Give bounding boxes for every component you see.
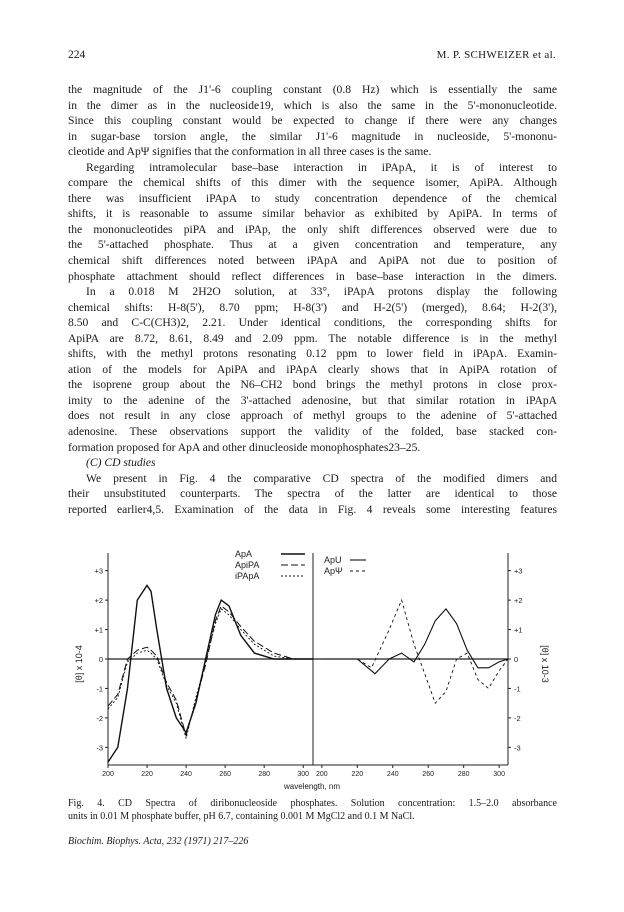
x-axis-label: wavelength, nm bbox=[283, 782, 341, 791]
body-line: compare the chemical shifts of this dimer with the sequence isomer, ApiPA. Although bbox=[68, 176, 557, 190]
y-tick-label: +2 bbox=[514, 596, 523, 606]
x-tick-label: 280 bbox=[457, 771, 470, 778]
body-line: adenosine. These observations support the validity of the folded, base stacked con- bbox=[68, 425, 557, 439]
body-line: ApiPA are 8.72, 8.61, 8.49 and 2.09 ppm. The notable difference is in the methyl bbox=[68, 331, 557, 345]
y-tick-label: -1 bbox=[514, 684, 521, 694]
body-line: chemical shifts: H-8(5'), 8.70 ppm; H-8(3') and H-2(5') (merged), 8.64; H-2(3'), bbox=[68, 300, 557, 314]
legend-left-apa: ApA bbox=[235, 549, 253, 559]
running-head: M. P. SCHWEIZER et al. bbox=[436, 49, 556, 61]
caption-line: Fig. 4. CD Spectra of diribonucleoside phosphates. Solution concentration: 1.5–2.0 absorbance bbox=[68, 798, 557, 809]
y-tick-label: -1 bbox=[96, 684, 103, 694]
y-tick-label: +1 bbox=[514, 625, 523, 635]
caption-line: units in 0.01 M phosphate buffer, pH 6.7, containing 0.001 M MgCl2 and 0.1 M NaCl. bbox=[68, 811, 415, 822]
body-line: the 5'-attached phosphate. Thus at a given concentration and temperature, any bbox=[68, 238, 557, 252]
series-apipa-line bbox=[108, 606, 313, 736]
body-line: cleotide and ApΨ signifies that the conformation in all three cases is the same. bbox=[68, 145, 432, 159]
body-line: reported earlier4,5. Examination of the data in Fig. 4 reveals some interesting features bbox=[68, 502, 557, 516]
y-tick-label: +3 bbox=[94, 566, 103, 576]
x-tick-label: 200 bbox=[316, 771, 328, 778]
body-line: in the dimer as in the nucleoside19, which is also the same in the 5'-mononucleotide. bbox=[68, 98, 557, 112]
body-line: chemical shift differences noted between iPApA and ApiPA not due to position of bbox=[68, 254, 557, 268]
y-tick-label: +2 bbox=[94, 596, 103, 606]
section-heading: (C) CD studies bbox=[86, 456, 156, 470]
y-tick-label: 0 bbox=[98, 655, 103, 664]
body-line: the mononucleotides piPA and iPAp, the only shift differences observed were due to bbox=[68, 222, 557, 236]
body-line: In a 0.018 M 2H2O solution, at 33°, iPApA protons display the following bbox=[86, 285, 557, 299]
x-tick-label: 240 bbox=[180, 771, 192, 778]
x-tick-label: 280 bbox=[258, 771, 271, 778]
x-tick-label: 220 bbox=[351, 771, 364, 778]
series-apu-line bbox=[322, 609, 508, 674]
journal-footer: Biochim. Biophys. Acta, 232 (1971) 217–226 bbox=[68, 836, 249, 847]
x-tick-label: 300 bbox=[493, 771, 505, 778]
figure-4 bbox=[68, 543, 557, 793]
y-tick-label: -2 bbox=[514, 713, 521, 723]
body-line: phosphate attachment should reflect differences in base–base interaction in the dimers. bbox=[68, 269, 557, 283]
x-tick-label: 240 bbox=[386, 771, 399, 778]
body-line: Since this coupling constant would be expected to change if there were any changes bbox=[68, 114, 557, 128]
body-line: ation of the models for ApiPA and iPApA clearly shows that in ApiPA rotation of bbox=[68, 362, 557, 376]
y-tick-label: -3 bbox=[96, 743, 103, 753]
body-line: their unsubstituted counterparts. The spectra of the latter are identical to those bbox=[68, 487, 557, 501]
y-tick-label: -2 bbox=[96, 713, 103, 723]
body-line: formation proposed for ApA and other dinucleoside monophosphates23–25. bbox=[68, 440, 421, 454]
x-tick-label: 260 bbox=[422, 771, 435, 778]
body-line: shifts, it is reasonable to assume similar behavior as exhibited by ApiPA. In terms of bbox=[68, 207, 557, 221]
body-line: imity to the adenine of the 3'-attached adenosine, but that similar rotation in iPApA bbox=[68, 393, 557, 407]
right-axis-label: [θ] x 10-3 bbox=[540, 645, 550, 683]
x-tick-label: 220 bbox=[141, 771, 153, 778]
legend-left-ipapa: iPApA bbox=[235, 571, 260, 581]
y-tick-label: +1 bbox=[94, 625, 103, 635]
page-number: 224 bbox=[68, 49, 86, 61]
x-tick-label: 260 bbox=[219, 771, 231, 778]
body-line: in sugar-base torsion angle, the similar J1'-6 magnitude in nucleoside, 5'-mononu- bbox=[68, 129, 557, 143]
body-line: We present in Fig. 4 the comparative CD spectra of the modified dimers and bbox=[86, 471, 557, 485]
body-line: does not result in any close approach of methyl groups to the adenine of 5'-attached bbox=[68, 409, 557, 423]
cd-spectra-chart bbox=[68, 543, 557, 793]
legend-left-apipa: ApiPA bbox=[235, 560, 260, 570]
page-header bbox=[68, 49, 556, 65]
series-ap-line bbox=[322, 600, 508, 703]
legend-right-appsi: ApΨ bbox=[324, 566, 343, 576]
y-tick-label: +3 bbox=[514, 566, 523, 576]
body-line: Regarding intramolecular base–base interaction in iPApA, it is of interest to bbox=[86, 160, 557, 174]
body-line: the isoprene group about the N6–CH2 bond brings the methyl protons in close prox- bbox=[68, 378, 557, 392]
body-line: 8.50 and C-C(CH3)2, 2.21. Under identical conditions, the corresponding shifts for bbox=[68, 316, 557, 330]
series-apa-line bbox=[108, 585, 313, 762]
body-line: the magnitude of the J1'-6 coupling constant (0.8 Hz) which is essentially the same bbox=[68, 83, 557, 96]
body-line: there was insufficient iPApA to study concentration dependence of the chemical bbox=[68, 191, 557, 205]
y-tick-label: 0 bbox=[514, 655, 519, 664]
body-text bbox=[68, 82, 557, 517]
legend-right-apu: ApU bbox=[324, 555, 342, 565]
figure-caption bbox=[68, 797, 557, 823]
body-line: shifts, with the methyl protons resonating 0.12 ppm to lower field in iPApA. Examin- bbox=[68, 347, 557, 361]
left-axis-label: [θ] x 10-4 bbox=[74, 645, 84, 683]
x-tick-label: 300 bbox=[297, 771, 310, 778]
series-ipapa-line bbox=[108, 609, 313, 739]
y-tick-label: -3 bbox=[514, 743, 521, 753]
x-tick-label: 200 bbox=[102, 771, 114, 778]
